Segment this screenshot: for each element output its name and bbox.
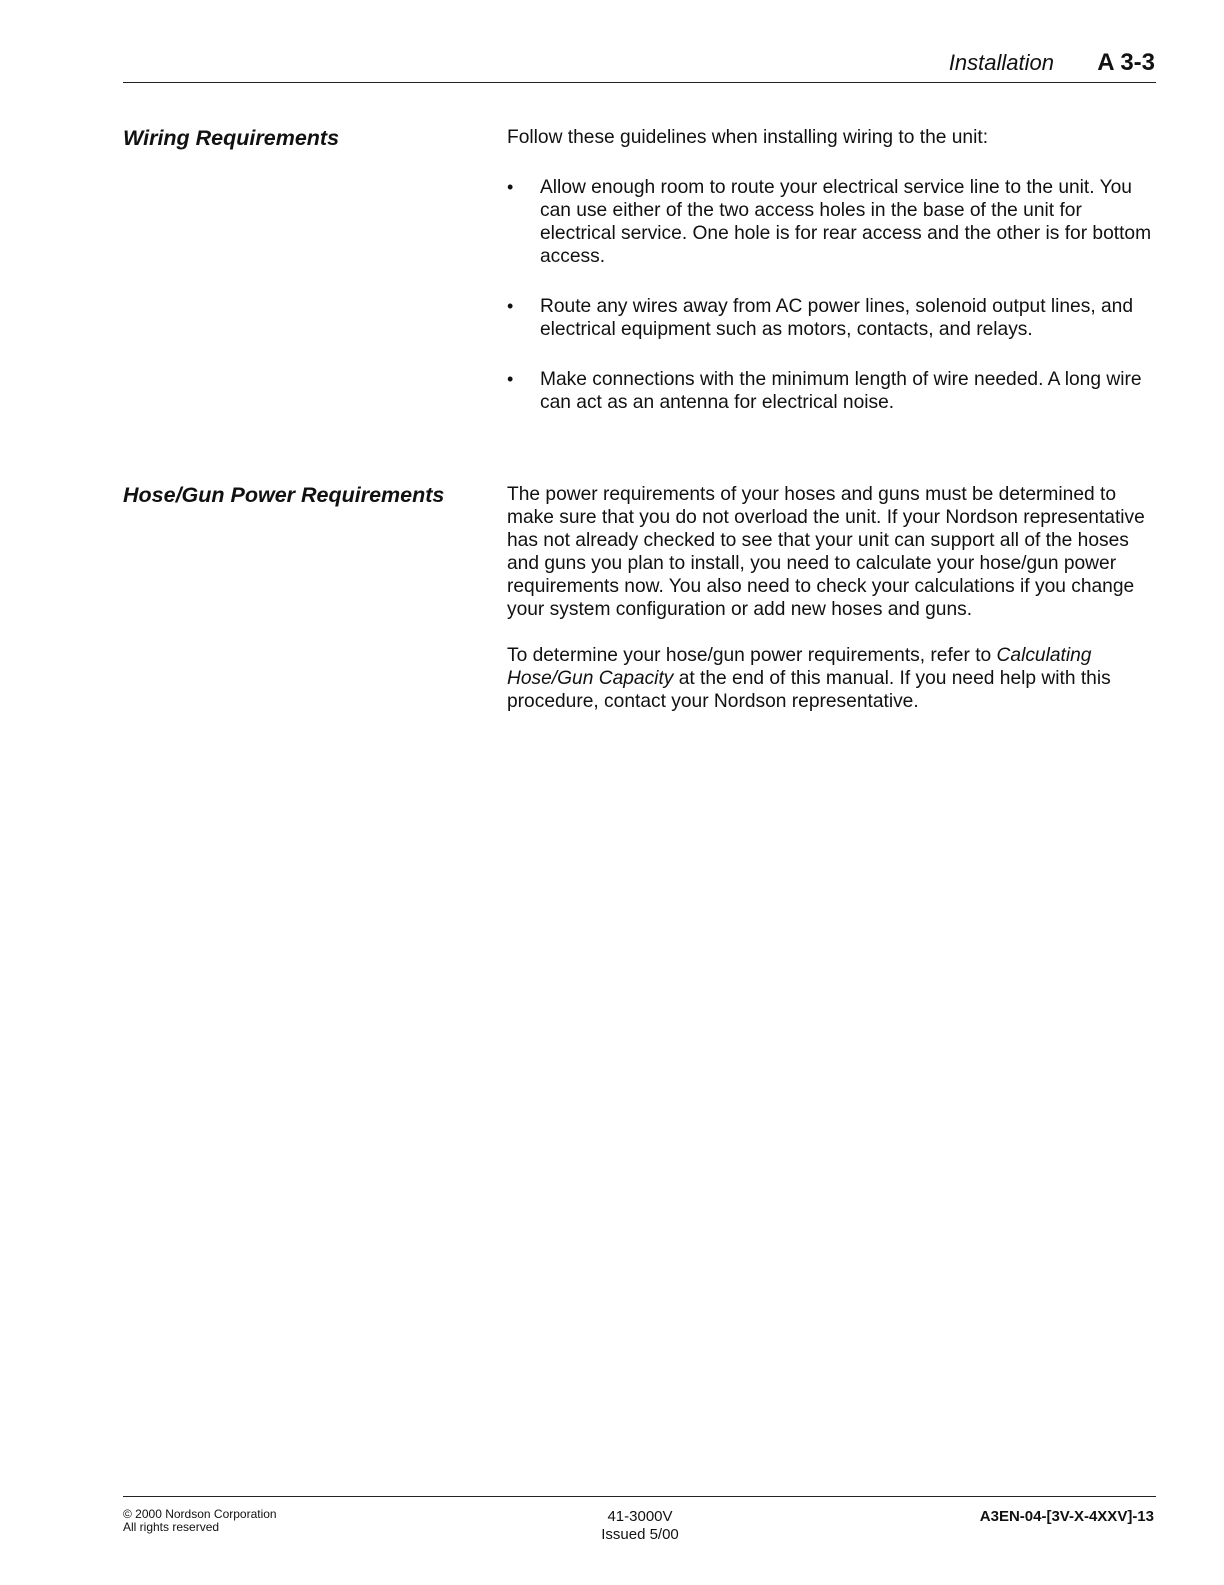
issue-date: Issued 5/00 <box>601 1526 679 1543</box>
wiring-guidelines-list <box>507 176 1157 414</box>
header-section-title: Installation <box>948 50 1054 75</box>
para2-text-after: at the end of this manual. If you need help with this procedure, contact your Nordson representative. <box>507 668 1111 712</box>
rights-line: All rights reserved <box>123 1520 220 1534</box>
hose-gun-paragraph-2 <box>507 644 1157 713</box>
list-item-text: Make connections with the minimum length of wire needed. A long wire can act as an antenna for electrical noise. <box>540 369 1142 413</box>
wiring-requirements-heading: Wiring Requirements <box>123 126 340 150</box>
header-page-number: A 3-3 <box>1097 49 1155 76</box>
doc-number: 41-3000V <box>607 1508 673 1525</box>
list-item-text: Route any wires away from AC power lines, solenoid output lines, and electrical equipment such as motors, contacts, and relays. <box>540 296 1133 340</box>
wiring-requirements-body <box>507 126 1157 414</box>
footer-rule <box>123 1496 1156 1497</box>
hose-gun-power-body <box>507 483 1157 713</box>
list-item <box>507 176 1157 268</box>
para2-text-before: To determine your hose/gun power requirements, refer to <box>507 645 997 666</box>
list-item-text: Allow enough room to route your electrical service line to the unit. You can use either of the two access holes in the base of the unit for electrical service. One hole is for rear access and the other is for bottom access. <box>540 177 1152 267</box>
wiring-intro: Follow these guidelines when installing wiring to the unit: <box>507 127 989 148</box>
list-item <box>507 368 1157 414</box>
bullet-icon: • <box>507 177 514 197</box>
capacity-reference: Calculating Hose/Gun Capacity <box>507 645 1092 689</box>
footer-doc-code: A3EN-04-[3V-X-4XXV]-13 <box>979 1508 1154 1525</box>
header-rule <box>123 82 1156 83</box>
bullet-icon: • <box>507 369 514 389</box>
hose-gun-paragraph-1: The power requirements of your hoses and guns must be determined to make sure that you do not overload the unit. If your Nordson representative has not already checked to see that your unit can support all of the hoses and guns you plan to install, you need to calculate your hose/gun power requirements now. You also need to check your calculations if you change your system configuration or add new hoses and guns. <box>507 484 1145 620</box>
copyright-line: © 2000 Nordson Corporation <box>123 1507 277 1521</box>
hose-gun-power-heading: Hose/Gun Power Requirements <box>123 483 445 507</box>
list-item <box>507 295 1157 341</box>
footer-doc-info <box>560 1508 720 1544</box>
bullet-icon: • <box>507 296 514 316</box>
footer-copyright <box>123 1508 277 1534</box>
